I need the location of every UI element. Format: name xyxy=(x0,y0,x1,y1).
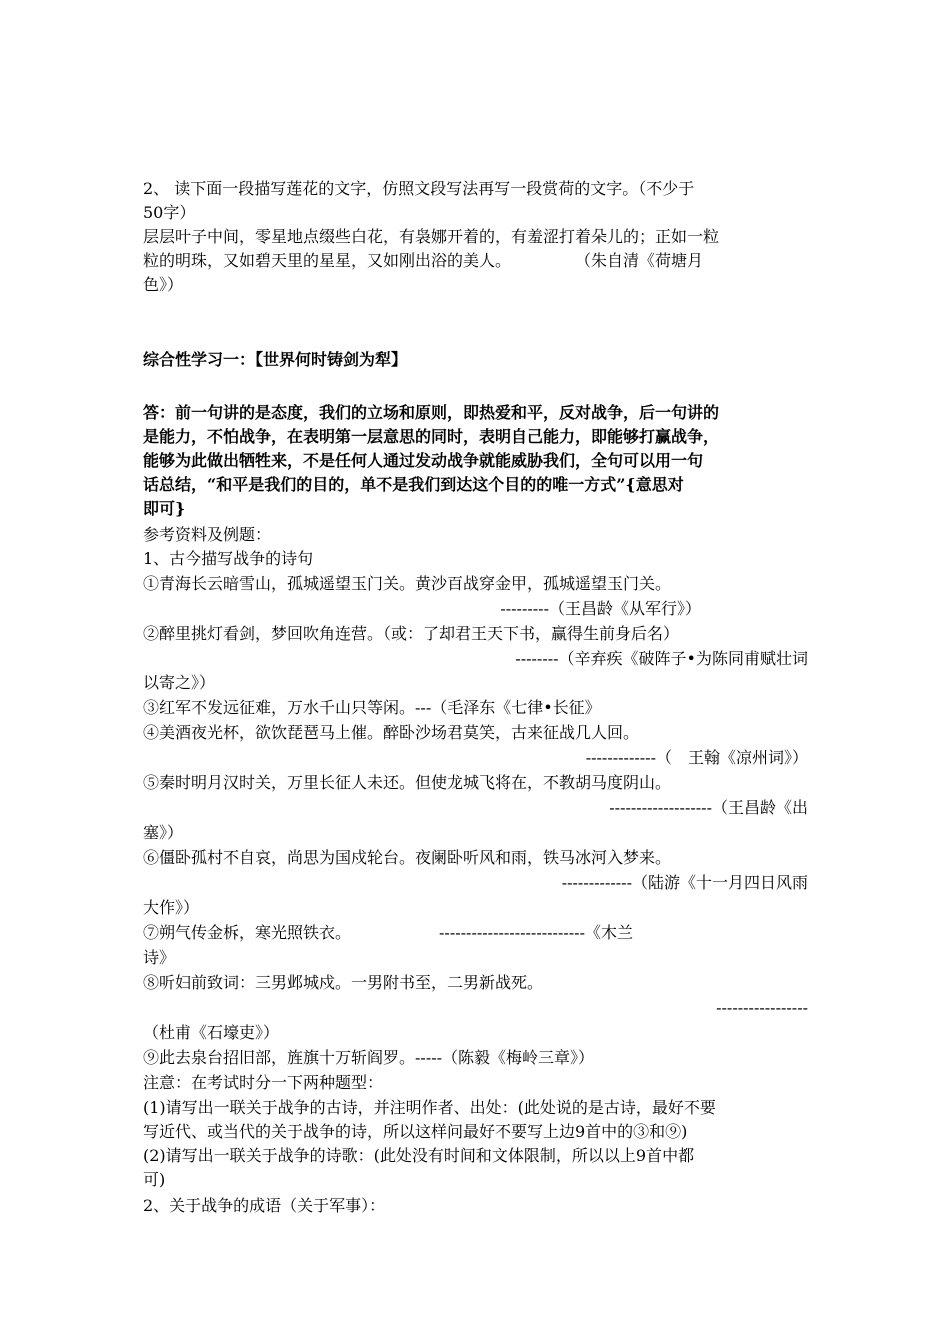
answer-line-1: 答：前一句讲的是态度，我们的立场和原则，即热爱和平，反对战争，后一句讲的 xyxy=(143,403,720,422)
answer-line-2: 是能力，不怕战争，在表明第一层意思的同时，表明自己能力，即能够打赢战争， xyxy=(143,427,720,446)
poem-5-source-cont: 塞》） xyxy=(143,823,184,842)
poem-3: ③红军不发远征难，万水千山只等闲。---（毛泽东《七律•长征》 xyxy=(143,698,601,717)
poem-5-source: -------------------（王昌龄《出 xyxy=(609,798,808,817)
answer-line-4: 话总结，“和平是我们的目的，单不是我们到达这个目的的唯一方式”{意思对 xyxy=(143,475,684,494)
poem-8: ⑧听妇前致词：三男邺城戍。一男附书至，二男新战死。 xyxy=(143,973,544,992)
poem-7: ⑦朔气传金柝，寒光照铁衣。 ---------------------------《木兰 xyxy=(143,923,633,942)
poem-6: ⑥僵卧孤村不自哀，尚思为国戍轮台。夜阑卧听风和雨，铁马冰河入梦来。 xyxy=(143,848,672,867)
poem-8-source: ----------------- xyxy=(716,998,808,1017)
poem-5: ⑤秦时明月汉时关，万里长征人未还。但使龙城飞将在，不教胡马度阴山。 xyxy=(143,773,672,792)
section-2-title: 2、关于战争的成语（关于军事）： xyxy=(143,1196,386,1215)
q2-line-1: 2、 读下面一段描写莲花的文字，仿照文段写法再写一段赏荷的文字。（不少于 xyxy=(143,179,695,198)
reference-title: 参考资料及例题： xyxy=(143,525,272,544)
note-1-line-2: 写近代、或当代的关于战争的诗，所以这样问最好不要写上边9首中的③和⑨) xyxy=(143,1122,688,1141)
q2-line-5: 色》） xyxy=(143,275,184,294)
poem-1: ①青海长云暗雪山，孤城遥望玉门关。黄沙百战穿金甲，孤城遥望玉门关。 xyxy=(143,574,672,593)
note-2-line-1: (2)请写出一联关于战争的诗歌：(此处没有时间和文体限制，所以以上9首中都 xyxy=(143,1146,695,1165)
poem-6-source: -------------（陆游《十一月四日风雨 xyxy=(561,873,808,892)
poem-2: ②醉里挑灯看剑，梦回吹角连营。（或：了却君王天下书，赢得生前身后名） xyxy=(143,624,680,643)
poem-7-source-cont: 诗》 xyxy=(143,948,176,967)
poem-6-source-cont: 大作》） xyxy=(143,898,200,917)
section-1-title: 1、古今描写战争的诗句 xyxy=(143,549,314,568)
note-2-line-2: 可) xyxy=(143,1170,166,1189)
poem-4-source: -------------（ 王翰《凉州词》） xyxy=(585,748,808,767)
poem-2-source-cont: 以寄之》） xyxy=(143,673,216,692)
poem-4: ④美酒夜光杯，欲饮琵琶马上催。醉卧沙场君莫笑，古来征战几人回。 xyxy=(143,723,640,742)
poem-2-source: --------（辛弃疾《破阵子•为陈同甫赋壮词 xyxy=(515,649,808,668)
answer-line-3: 能够为此做出牺牲来，不是任何人通过发动战争就能威胁我们，全句可以用一句 xyxy=(143,451,704,470)
q2-line-2: 50字） xyxy=(143,203,196,222)
poem-1-source: ---------（王昌龄《从军行》） xyxy=(500,599,701,618)
poem-9: ⑨此去泉台招旧部，旌旗十万斩阎罗。-----（陈毅《梅岭三章》） xyxy=(143,1048,595,1067)
section-heading: 综合性学习一：【世界何时铸剑为犁】 xyxy=(143,350,408,369)
poem-8-source-cont: （杜甫《石壕吏》） xyxy=(143,1023,280,1042)
q2-line-3: 层层叶子中间，零星地点缀些白花，有袅娜开着的，有羞涩打着朵儿的；正如一粒 xyxy=(143,227,720,246)
q2-line-4: 粒的明珠，又如碧天里的星星，又如刚出浴的美人。 （朱自清《荷塘月 xyxy=(143,251,704,270)
note-title: 注意：在考试时分一下两种题型： xyxy=(143,1073,384,1092)
answer-line-5: 即可} xyxy=(143,499,186,518)
note-1-line-1: (1)请写出一联关于战争的古诗，并注明作者、出处：(此处说的是古诗，最好不要 xyxy=(143,1098,716,1117)
